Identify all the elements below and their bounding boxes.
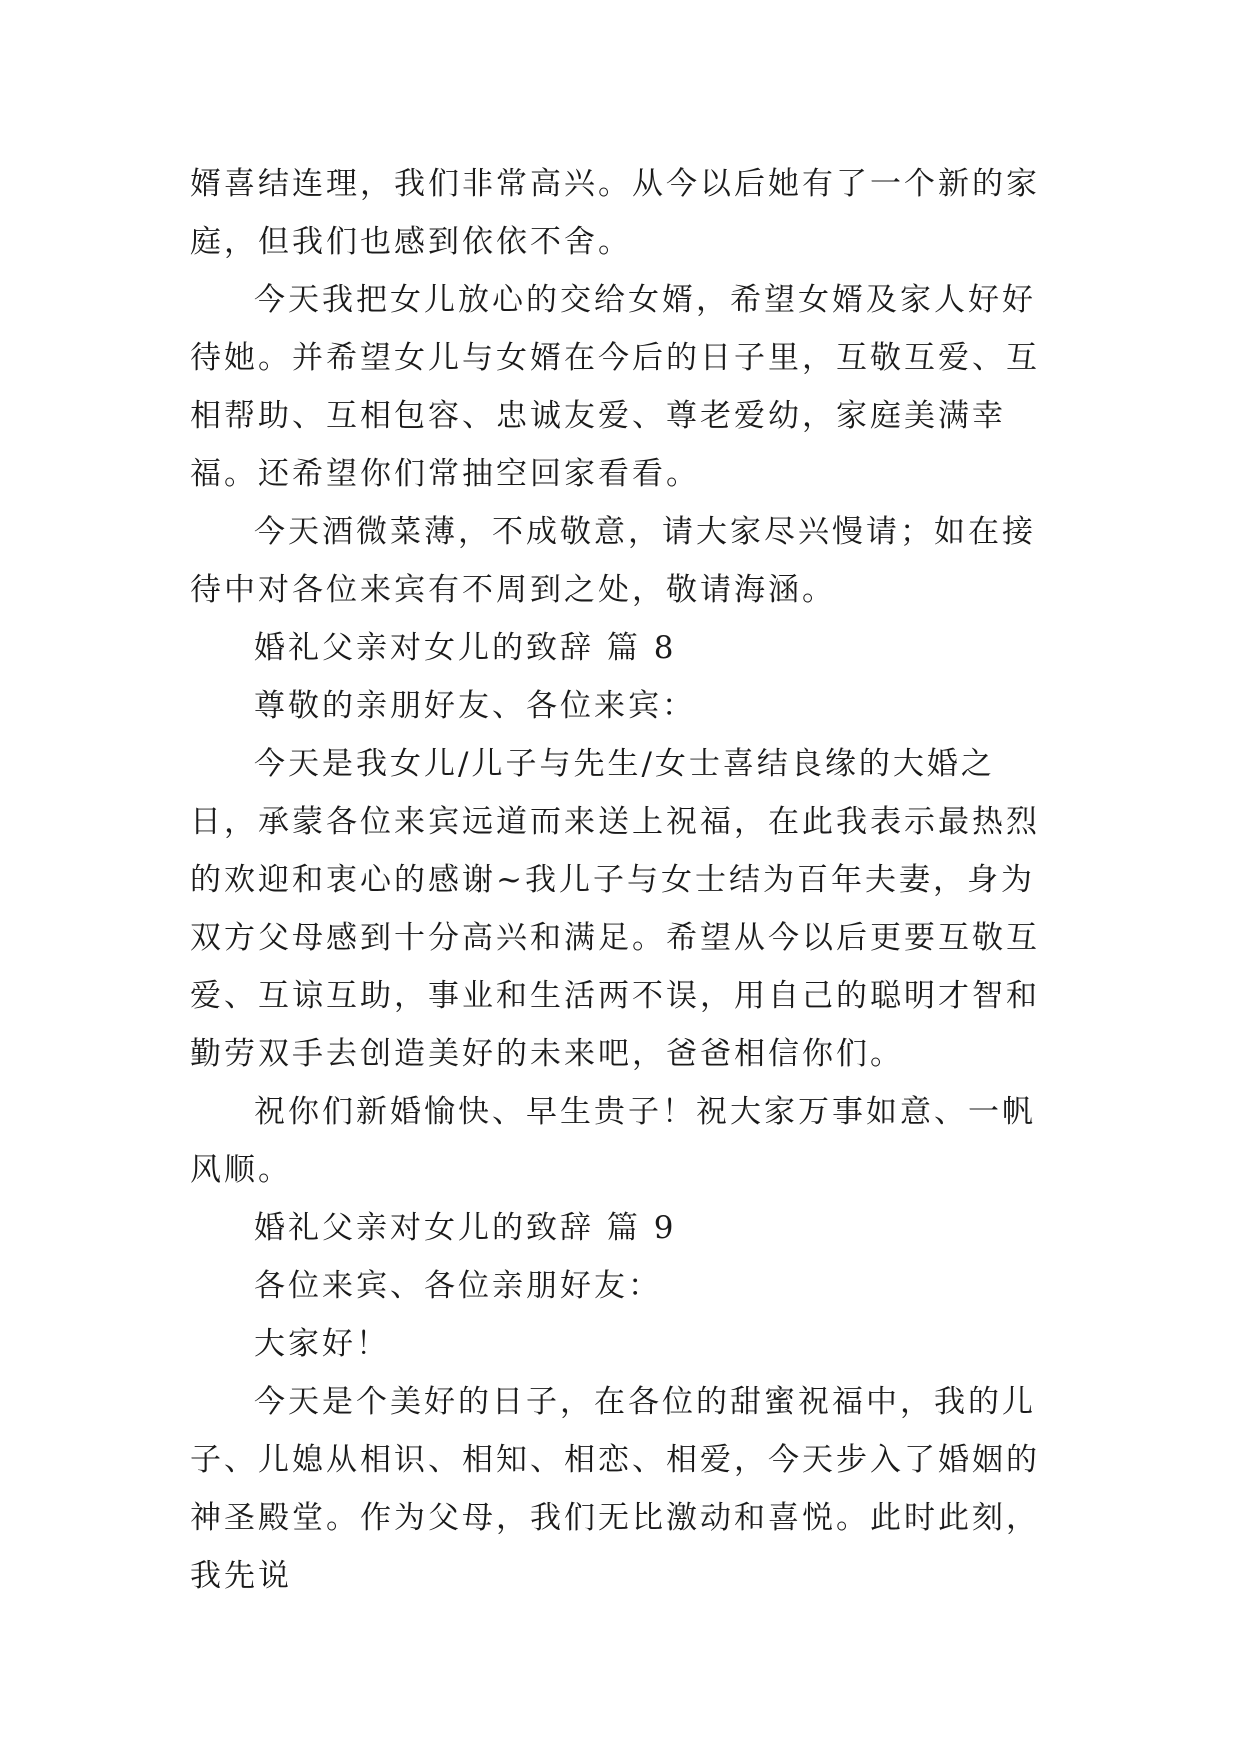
- paragraph-blessing-8: 祝你们新婚愉快、早生贵子！祝大家万事如意、一帆风顺。: [190, 1094, 1036, 1188]
- paragraph-1: 婿喜结连理，我们非常高兴。从今以后她有了一个新的家庭，但我们也感到依依不舍。: [190, 166, 1040, 260]
- paragraph-3: 今天酒微菜薄，不成敬意，请大家尽兴慢请；如在接待中对各位来宾有不周到之处，敬请海涵。: [190, 514, 1036, 608]
- paragraph-2: 今天我把女儿放心的交给女婿，希望女婿及家人好好待她。并希望女儿与女婿在今后的日子里，互敬互爱、互相帮助、互相包容、忠诚友爱、尊老爱幼，家庭美满幸福。还希望你们常抽空回家看看。: [190, 282, 1040, 492]
- salutation-8: 尊敬的亲朋好友、各位来宾：: [254, 688, 696, 724]
- section-heading-9: 婚礼父亲对女儿的致辞 篇 9: [254, 1210, 677, 1246]
- section-heading-8: 婚礼父亲对女儿的致辞 篇 8: [254, 630, 677, 666]
- paragraph-speech-9: 今天是个美好的日子，在各位的甜蜜祝福中，我的儿子、儿媳从相识、相知、相恋、相爱，今天步入了婚姻的神圣殿堂。作为父母，我们无比激动和喜悦。此时此刻，我先说: [190, 1384, 1040, 1594]
- greeting-9: 大家好！: [254, 1326, 390, 1362]
- document-body: [190, 155, 1060, 1605]
- paragraph-speech-8: 今天是我女儿/儿子与先生/女士喜结良缘的大婚之日，承蒙各位来宾远道而来送上祝福，在此我表示最热烈的欢迎和衷心的感谢~我儿子与女士结为百年夫妻，身为双方父母感到十分高兴和满足。希望从今以后更要互敬互爱、互谅互助，事业和生活两不误，用自己的聪明才智和勤劳双手去创造美好的未来吧，爸爸相信你们。: [190, 746, 1040, 1072]
- salutation-9: 各位来宾、各位亲朋好友：: [254, 1268, 662, 1304]
